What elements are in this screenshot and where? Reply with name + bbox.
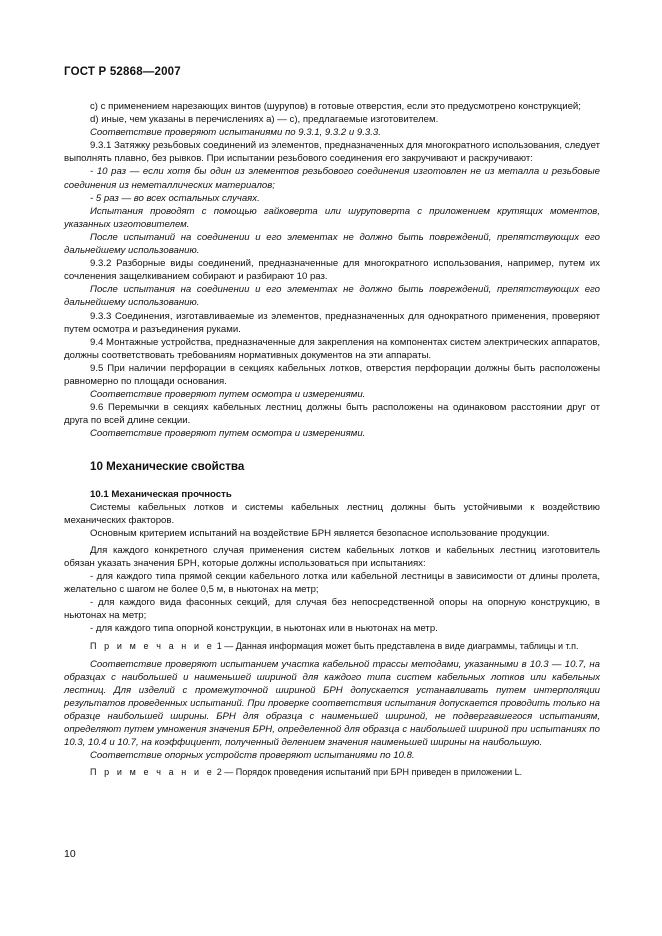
paragraph: d) иные, чем указаны в перечислениях а) — с), предлагаемые изготовителем. [90,114,439,126]
list-item: - 5 раз — во всех остальных случаях. [90,192,260,204]
compliance-note: Соответствие проверяют испытанием участка кабельной трассы методами, указанными в 10.3 — 10.7, на образцах с наибольшей и наименьшей шириной для каждого типа систем кабельных лотков или кабельных лестниц. Для изделий с промежуточной шириной БРН допускается устанавливать путем интерполяции результатов проведенных испытаний. При проверке соответствия испытания допускается проводить только на образце наибольшей ширины. БРН для образца с наименьшей шириной, не подвергавшегося испытаниям, определяют путем умножения значения БРН, определенной для образца с наибольшей шириной при испытаниях по 10.3, 10.4 и 10.7, на коэффициент, полученный делением значения наименьшей ширины на наибольшую. [64,658,600,749]
clause-9-6: 9.6 Перемычки в секциях кабельных лестниц должны быть расположены на одинаковом расстоянии друг от друга по всей длине секции. [64,402,600,427]
list-item: - для каждого типа опорной конструкции, в ньютонах или в ньютонах на метр. [90,623,438,635]
section-title: 10 Механические свойства [90,460,245,474]
paragraph: с) с применением нарезающих винтов (шурупов) в готовые отверстия, если это предусмотрено конструкцией; [90,101,581,112]
compliance-note: Соответствие проверяют испытаниями по 9.3.1, 9.3.2 и 9.3.3. [90,127,381,139]
paragraph: Основным критерием испытаний на воздействие БРН является безопасное использование продукции. [90,527,550,539]
paragraph: Системы кабельных лотков и системы кабельных лестниц должны быть устойчивыми к воздействию механических факторов. [64,501,600,526]
clause-9-3-3: 9.3.3 Соединения, изготавливаемые из элементов, предназначенных для однократного применения, проверяют путем осмотра и разъединения руками. [64,310,600,335]
paragraph: Для каждого конкретного случая применения систем кабельных лотков и кабельных лестниц изготовитель обязан указать значения БРН, которые должны использоваться при испытаниях: [64,544,600,569]
page-body [64,100,600,785]
compliance-note: Соответствие проверяют путем осмотра и измерениями. [90,428,366,440]
note-label: П р и м е ч а н и е [90,767,215,778]
note-text: 2 — Порядок проведения испытаний при БРН приведен в приложении L. [214,767,523,778]
subsection-title: 10.1 Механическая прочность [90,488,232,500]
clause-9-5: 9.5 При наличии перфорации в секциях кабельных лотков, отверстия перфорации должны быть расположены равномерно по площади основания. [64,362,600,387]
list-item: - для каждого типа прямой секции кабельного лотка или кабельной лестницы в зависимости от длины пролета, желательно с шагом не более 0,5 м, в ньютонах на метр; [64,571,600,596]
note-label: П р и м е ч а н и е [90,640,215,651]
note-1 [64,640,600,653]
compliance-note: Соответствие опорных устройств проверяют испытаниями по 10.8. [90,750,415,762]
page-number: 10 [64,848,76,860]
note-2 [64,766,600,779]
document-header: ГОСТ Р 52868—2007 [64,66,181,78]
list-item: - 10 раз — если хотя бы один из элементов резьбового соединения изготовлен не из металла и резьбовые соединения из неметаллических материалов; [64,166,600,191]
list-item: - для каждого вида фасонных секций, для случая без непосредственной опоры на опорную конструкцию, в ньютонах на метр; [64,597,600,622]
paragraph: После испытаний на соединении и его элементах не должно быть повреждений, препятствующих его дальнейшему использованию. [64,231,600,257]
compliance-note: Соответствие проверяют путем осмотра и измерениями. [90,389,366,401]
clause-9-4: 9.4 Монтажные устройства, предназначенные для закрепления на компонентах систем электрических аппаратов, должны соответствовать требованиям нормативных документов на эти аппараты. [64,336,600,361]
clause-9-3-2: 9.3.2 Разборные виды соединений, предназначенные для многократного использования, например, путем их сочленения защелкиванием собирают и разбирают 10 раз. [64,258,600,283]
paragraph: Испытания проводят с помощью гайковерта или шуруповерта с приложением крутящих моментов, указанных изготовителем. [64,205,600,230]
note-text: 1 — Данная информация может быть представлена в виде диаграммы, таблицы и т.п. [214,640,579,651]
paragraph: После испытания на соединении и его элементах не должно быть повреждений, препятствующих его дальнейшему использованию. [64,284,600,309]
clause-9-3-1: 9.3.1 Затяжку резьбовых соединений из элементов, предназначенных для многократного использования, следует выполнять плавно, без рывков. При испытании резьбового соединения его закручивают и раскручивают: [64,140,600,165]
